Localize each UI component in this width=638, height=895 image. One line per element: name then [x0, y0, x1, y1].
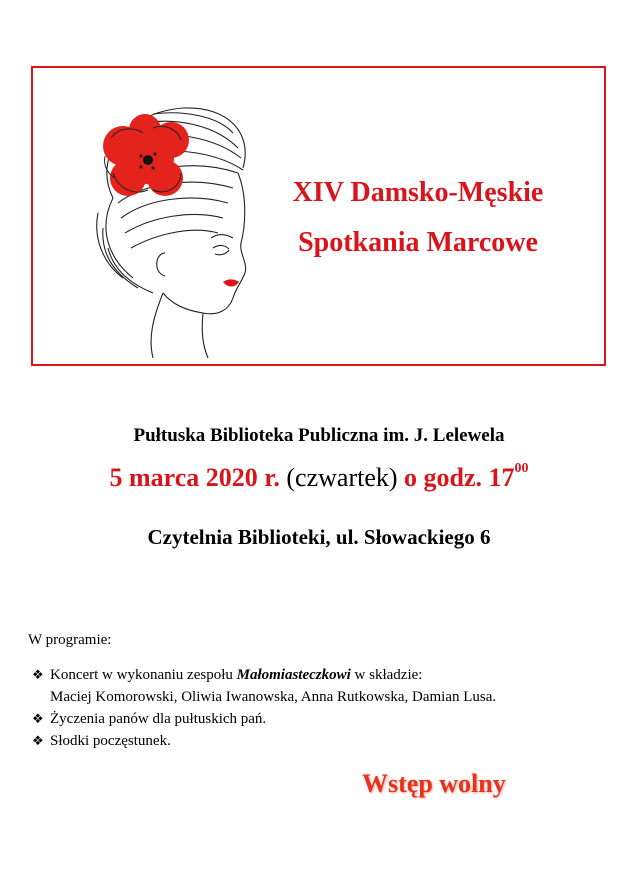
event-time-minutes: 00	[514, 461, 529, 477]
program-item-treat	[32, 730, 612, 752]
event-place: Czytelnia Biblioteki, ul. Słowackiego 6	[147, 525, 491, 549]
treat-text: Słodki poczęstunek.	[50, 733, 171, 749]
event-title-line2: Spotkania Marcowe	[298, 227, 538, 258]
band-name: Małomiasteczkowi	[236, 667, 351, 683]
program-item-wishes	[32, 708, 612, 730]
concert-text-prefix: Koncert w wykonaniu zespołu	[50, 667, 237, 683]
program-heading: W programie:	[28, 632, 112, 648]
event-banner	[31, 66, 606, 366]
event-title	[243, 168, 593, 268]
free-entry-label: Wstęp wolny	[362, 769, 506, 798]
event-time-hour: o godz. 17	[404, 463, 515, 492]
program-item-concert	[32, 664, 612, 708]
woman-with-flower-illustration	[53, 78, 273, 358]
diamond-bullet-icon: ❖	[32, 733, 44, 748]
event-time	[404, 463, 529, 492]
program-list	[32, 664, 612, 752]
diamond-bullet-icon: ❖	[32, 711, 44, 726]
wishes-text: Życzenia panów dla pułtuskich pań.	[50, 711, 267, 727]
organizer: Pułtuska Biblioteka Publiczna im. J. Lelewela	[133, 425, 505, 446]
event-title-line1: XIV Damsko-Męskie	[292, 177, 544, 208]
diamond-bullet-icon: ❖	[32, 667, 44, 682]
event-date: 5 marca 2020 r.	[109, 463, 280, 492]
band-members: Maciej Komorowski, Oliwia Iwanowska, Anna Rutkowska, Damian Lusa.	[50, 689, 497, 705]
event-date-time	[0, 463, 638, 493]
red-flower-icon	[103, 114, 189, 196]
event-weekday: (czwartek)	[286, 463, 398, 492]
concert-text-suffix: w składzie:	[350, 667, 423, 683]
